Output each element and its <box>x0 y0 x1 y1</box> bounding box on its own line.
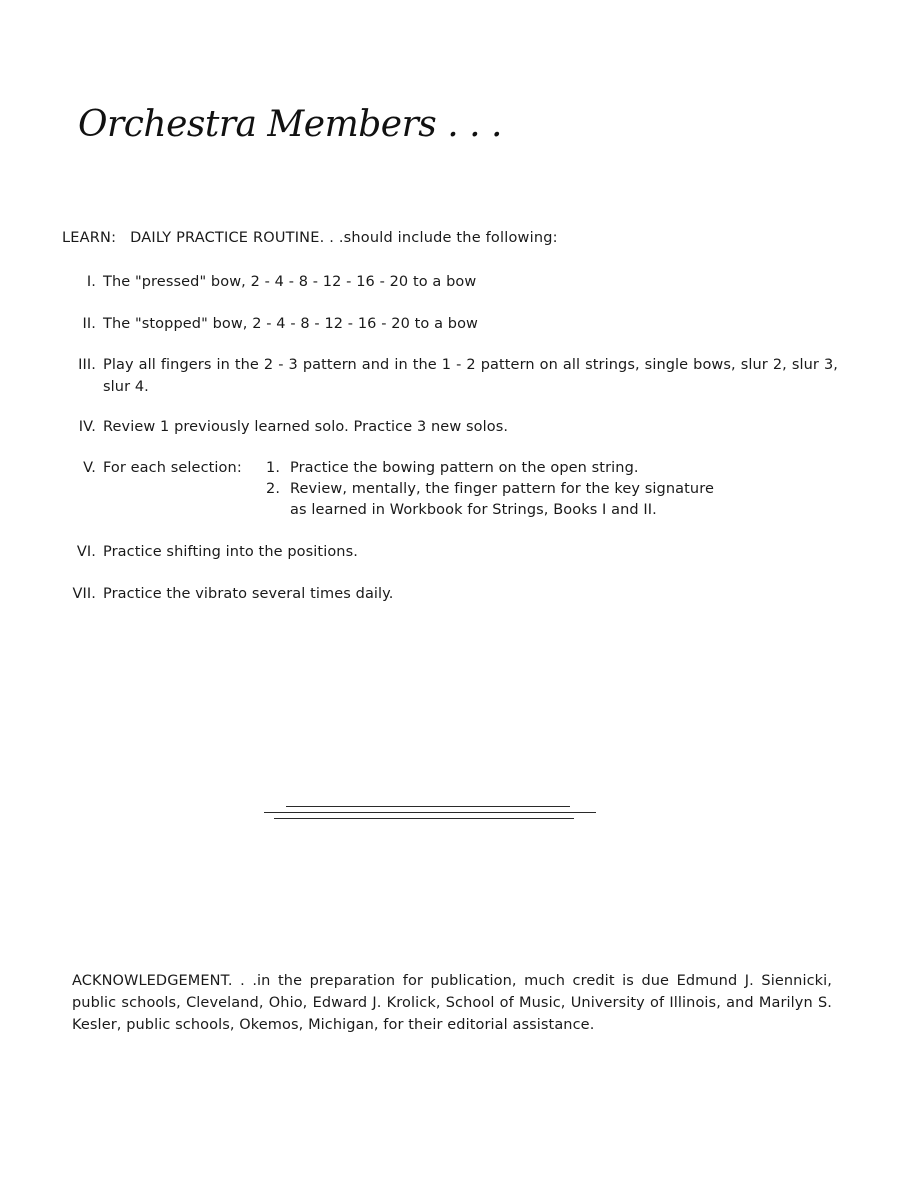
page-title: Orchestra Members . . . <box>78 104 502 145</box>
step-number: 1. <box>266 460 281 476</box>
item-text: Review 1 previously learned solo. Practice 3 new solos. <box>103 419 509 435</box>
list-item-5 <box>0 457 840 521</box>
rule-line <box>286 806 570 807</box>
step-text: as learned in Workbook for Strings, Books I and II. <box>290 502 657 518</box>
item-number: VII. <box>72 586 96 602</box>
item-text: The "pressed" bow, 2 - 4 - 8 - 12 - 16 - 20 to a bow <box>103 274 477 290</box>
item-text: Practice shifting into the positions. <box>103 544 358 560</box>
item-number: V. <box>83 460 96 476</box>
item-number: III. <box>78 357 96 373</box>
item-number: I. <box>86 274 96 290</box>
item-number: II. <box>82 316 96 332</box>
routine-heading: DAILY PRACTICE ROUTINE. . .should include the following: <box>130 230 558 246</box>
item-text: Play all fingers in the 2 - 3 pattern and in the 1 - 2 pattern on all strings, single bows, slur 2, slur 3, slur 4. <box>103 357 838 395</box>
item-number: VI. <box>76 544 96 560</box>
learn-heading <box>62 230 558 246</box>
selection-label: For each selection: <box>103 460 242 476</box>
learn-label: LEARN: <box>62 230 117 246</box>
item-text: The "stopped" bow, 2 - 4 - 8 - 12 - 16 - 20 to a bow <box>103 316 479 332</box>
decorative-rules <box>264 804 596 826</box>
rule-line <box>264 812 596 813</box>
rule-line <box>274 818 574 819</box>
acknowledgement: ACKNOWLEDGEMENT. . .in the preparation for publication, much credit is due Edmund J. Siennicki, public schools, Cleveland, Ohio, Edward J. Krolick, School of Music, University of Illinois, and Marilyn S. Kesler, public schools, Okemos, Michigan, for their editorial assistance. <box>72 973 832 1033</box>
step-text: Practice the bowing pattern on the open string. <box>290 460 639 476</box>
item-number: IV. <box>78 419 96 435</box>
item-text: Practice the vibrato several times daily. <box>103 586 394 602</box>
step-text: Review, mentally, the finger pattern for the key signature <box>290 481 714 497</box>
step-number: 2. <box>266 481 281 497</box>
